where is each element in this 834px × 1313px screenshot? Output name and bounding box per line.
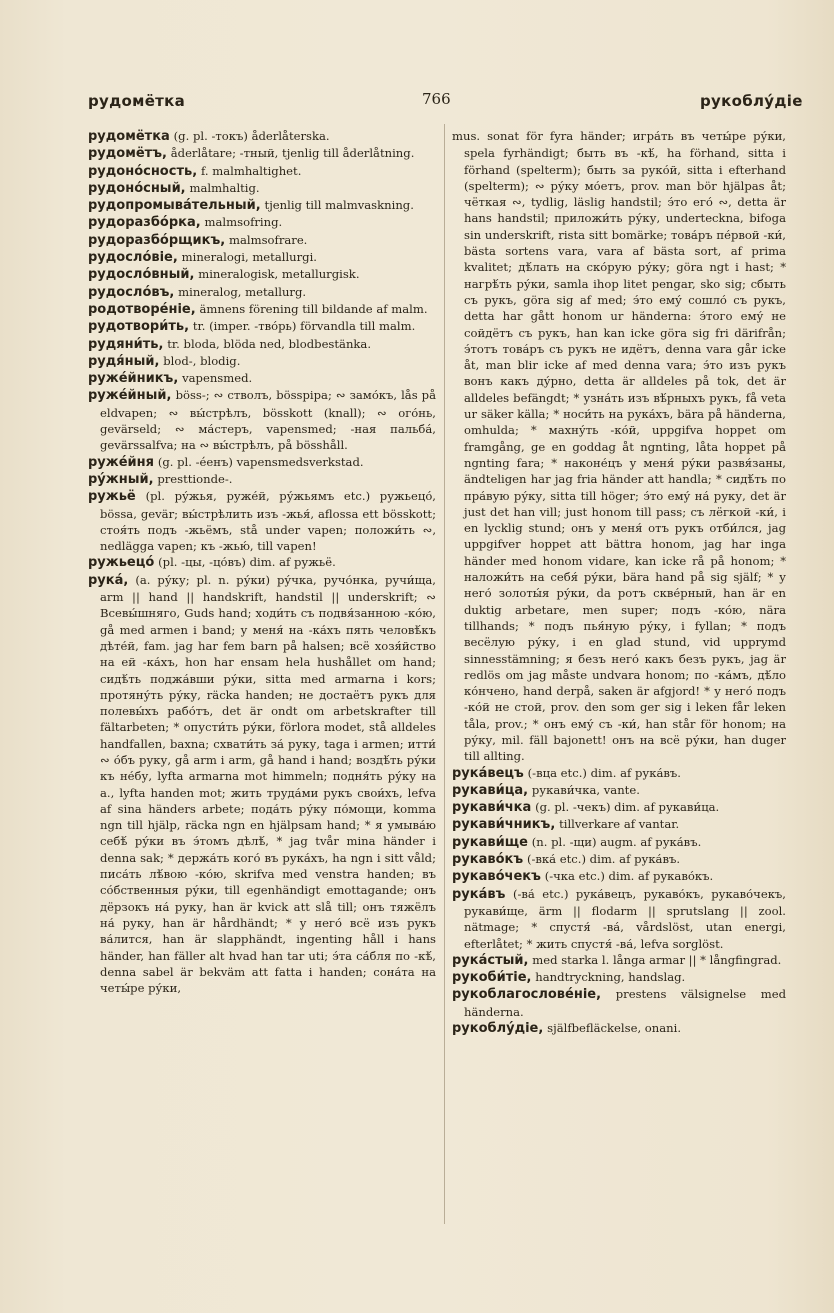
- entry-definition: mineralogi, metallurgi.: [181, 250, 317, 265]
- entry-definition: med starka l. långa armar || * långfingrad.: [532, 952, 782, 967]
- entry-definition: (-ва́ etc.) рука́вецъ, рукаво́къ, рукаво́чекъ, рукави́ще, ärm || flodarm || sprutslang || zool. nätmage; * спустя́ -ва́, vårdslöst, utan energi, efterlåtet; * жить спустя́ -ва́, lefva sorglöst.: [464, 886, 786, 951]
- entry-definition: (-вца etc.) dim. af рука́въ.: [527, 765, 681, 780]
- dictionary-entry: [452, 851, 786, 868]
- dictionary-entry: [452, 886, 786, 952]
- entry-headword: рудомётъ,: [88, 146, 167, 162]
- dictionary-entry: [88, 353, 436, 370]
- entry-definition: tr. bloda, blöda ned, blodbestänka.: [167, 336, 372, 351]
- dictionary-entry: [88, 145, 436, 162]
- dictionary-entry: [88, 454, 436, 471]
- entry-definition: (-вка́ etc.) dim. af рука́въ.: [526, 852, 681, 867]
- entry-definition: malmsofring.: [204, 215, 283, 230]
- dictionary-entry: [452, 969, 786, 986]
- entry-definition: prestens välsignelse med händerna.: [464, 987, 786, 1019]
- entry-headword: рукаво́къ: [452, 852, 524, 868]
- entry-headword: рудосло́въ,: [88, 284, 175, 300]
- entry-definition: malmsofrare.: [229, 232, 308, 247]
- entry-headword: рука́вецъ: [452, 765, 524, 781]
- column-divider: [444, 124, 445, 1224]
- dictionary-entry: [88, 249, 436, 266]
- left-guideword: рудомётка: [88, 92, 186, 110]
- dictionary-entry: [452, 834, 786, 851]
- dictionary-entry: [88, 214, 436, 231]
- dictionary-entry: [452, 1020, 786, 1037]
- entry-headword: рукоблагослове́ніе,: [452, 987, 602, 1003]
- entry-headword: рудосло́віе,: [88, 250, 178, 266]
- entry-definition: (g. pl. -токъ) åderlåterska.: [173, 129, 330, 143]
- dictionary-entry: [88, 554, 436, 571]
- entry-headword: рукаво́чекъ: [452, 869, 541, 885]
- page-number: 766: [422, 90, 451, 108]
- entry-headword: рудоно́сность,: [88, 163, 198, 179]
- entry-definition: ämnens förening till bildande af malm.: [199, 301, 428, 316]
- left-column: [88, 128, 436, 1218]
- entry-headword: рудоразбо́рщикъ,: [88, 232, 226, 248]
- entry-definition: tr. (imper. -тво́рь) förvandla till malm.: [192, 319, 416, 334]
- dictionary-entry: [452, 799, 786, 816]
- entry-headword: рудопромыва́тельный,: [88, 198, 261, 214]
- entry-headword: рудя́ный,: [88, 353, 160, 369]
- dictionary-entry: [452, 816, 786, 833]
- entry-headword: рудоно́сный,: [88, 180, 186, 196]
- dictionary-entry: [88, 318, 436, 335]
- entry-headword: рука́въ: [452, 886, 506, 902]
- entry-headword: рудосло́вный,: [88, 267, 195, 283]
- entry-definition: tjenlig till malmvaskning.: [264, 198, 414, 213]
- entry-definition: blod-, blodig.: [163, 353, 241, 368]
- entry-definition: f. malmhaltighet.: [200, 163, 302, 178]
- dictionary-entry: [452, 782, 786, 799]
- dictionary-entry: [88, 232, 436, 249]
- entry-headword: рукави́ще: [452, 834, 528, 850]
- entry-headword: рукави́чка: [452, 800, 532, 816]
- dictionary-entry: [452, 952, 786, 969]
- dictionary-entry: [88, 284, 436, 301]
- entry-definition: (g. pl. -чекъ) dim. af рукави́ца.: [535, 800, 720, 815]
- entry-definition: (-чка etc.) dim. af рукаво́къ.: [544, 869, 714, 884]
- dictionary-entry: [88, 572, 436, 997]
- entry-headword: ружьё: [88, 489, 136, 505]
- entry-definition: mineralog, metallurg.: [178, 284, 307, 299]
- right-column: [452, 128, 786, 1218]
- entry-definition: åderlåtare; -тный, tjenlig till åderlåtning.: [170, 146, 415, 161]
- entry-headword: ружьецо́: [88, 555, 155, 571]
- entry-headword: ру́жный,: [88, 471, 154, 487]
- entry-definition: mineralogisk, metallurgisk.: [198, 267, 360, 282]
- entry-headword: рука́стый,: [452, 952, 529, 968]
- entry-headword: рукоби́тіе,: [452, 970, 532, 986]
- entry-headword: рудяни́ть,: [88, 336, 164, 352]
- entry-definition: mus. sonat för fyra händer; игра́ть въ четы́ре ру́ки, spela fyrhändigt; быть въ -кѣ́, ha förhand, sitta i förhand (spelterm); быть за руко́й, sitta i efterhand (spelterm); ∾ ру́ку мо́етъ, prov. man bör hjälpas åt; чёткая ∾, tydlig, läslig handstil; э́то его́ ∾, detta är hans handstil; приложи́ть ру́ку, underteckna, bifoga sin underskrift, rista sitt bomärke; това́ръ пе́рвой -ки́, bästa sortens vara, vara af bästa sort, af prima kvalitet; дѣ́лать на ско́рую ру́ку; göra ngt i hast; * нагрѣ́ть ру́ки, samla ihop litet pengar, sko sig; сбыть съ рукъ, göra sig af med; э́то ему́ сошло́ съ рукъ, detta har gått honom ur händerna: э́того ему́ не сойдётъ съ рукъ, han kan icke göra sig fri därifrån; э́тотъ това́ръ съ рукъ не идётъ, denna vara går icke åt, man blir icke af med denna vara; э́то изъ рукъ вонъ какъ ду́рно, detta är alldeles på tok, det är alldeles befängdt; * узна́ть изъ вѣ́рныхъ рукъ, få veta ur säker källa; * носи́ть на рука́хъ, bära på händerna, omhulda; * махну́ть -ко́й, uppgifva hoppet om framgång, ge en goddag åt ngnting, låta hoppet på ngnting fara; * наконе́цъ у меня́ ру́ки развя́заны, ändteligen har jag fria händer att handla; * сидѣ́ть по пра́вую ру́ку, sitta till höger; э́то ему́ на́ руку, det är just det han vill; just honom till pass; съ лёгкой -ки́, i en lycklig stund; онъ у меня́ отъ рукъ отби́лся, jag uppgifver hoppet att bättra honom, jag har inga händer med honom vidare, kan icke rå på honom; * наложи́ть на себя́ ру́ки, bära hand på sig själf; * у него́ золоты́я ру́ки, da ротъ скве́рный, han är en duktig arbetare, men super; подъ -ко́ю, nära tillhands; * подъ пья́ную ру́ку, i fyllan; * подъ весёлую ру́ку, i en glad stund, vid upprymd sinnesstämning; я безъ него́ какъ безъ рукъ, jag är redlös om jag måste undvara honom; по -ка́мъ, дѣ́ло ко́нчено, hand derpå, saken är afgjord! * у него́ подъ -ко́й не стой, prov. den som ger sig i leken får leken tåla, prov.; * онъ ему́ съ -ки́, han står för honom; на ру́ку, mil. fäll bajonett! онъ на всё ру́ки, han duger till allting.: [452, 129, 786, 764]
- entry-definition: (n. pl. -щи) augm. af рука́въ.: [531, 834, 702, 849]
- entry-definition: presttionde-.: [157, 471, 233, 486]
- dictionary-entry: [88, 180, 436, 197]
- dictionary-entry: [88, 163, 436, 180]
- entry-headword: рукави́ца,: [452, 782, 529, 798]
- entry-definition: vapensmed.: [182, 371, 253, 386]
- dictionary-entry: [88, 471, 436, 488]
- dictionary-entry: [88, 370, 436, 387]
- entry-definition: рукави́чка, vante.: [531, 782, 640, 797]
- entry-definition: böss-; ∾ стволъ, bösspipa; ∾ замо́къ, lås på eldvapen; ∾ вы́стрѣлъ, bösskott (knall); ∾ ого́нь, gevärseld; ∾ ма́стеръ, vapensmed; -ная пальба́, gevärssalfva; на ∾ вы́стрѣлъ, på bösshåll.: [100, 388, 436, 453]
- entry-definition: (g. pl. -éенъ) vapensmedsverkstad.: [157, 454, 364, 469]
- dictionary-entry: [88, 336, 436, 353]
- entry-headword: рукави́чникъ,: [452, 817, 556, 833]
- entry-headword: рука́,: [88, 572, 129, 588]
- entry-definition: (pl. ру́жья, руже́й, ру́жьямъ etc.) ружьецо́, bössa, gevär; вы́стрѣлить изъ -жья́, aflossa ett bösskott; стоя́ть подъ -жьёмъ, stå under vapen; положи́ть ∾, nedlägga vapen; къ -жью́, till vapen!: [100, 489, 436, 554]
- entry-definition: malmhaltig.: [189, 180, 260, 195]
- dictionary-entry: [88, 387, 436, 453]
- entry-definition: handtryckning, handslag.: [535, 970, 686, 985]
- dictionary-entry: [452, 765, 786, 782]
- entry-definition: (pl. -цы, -цо́въ) dim. af ружьё.: [158, 555, 336, 570]
- entry-headword: руже́йня: [88, 454, 154, 470]
- entry-definition: själfbefläckelse, onani.: [547, 1021, 682, 1036]
- dictionary-entry: [452, 986, 786, 1020]
- dictionary-entry: [452, 868, 786, 885]
- dictionary-entry: [88, 197, 436, 214]
- entry-headword: руже́йный,: [88, 388, 172, 404]
- entry-headword: родотворе́ніе,: [88, 301, 196, 317]
- entry-headword: рудоразбо́рка,: [88, 215, 201, 231]
- dictionary-entry: [88, 128, 436, 145]
- dictionary-entry: [88, 488, 436, 554]
- entry-definition: tillverkare af vantar.: [559, 817, 680, 832]
- entry-headword: рудотвори́ть,: [88, 319, 190, 335]
- right-guideword: рукоблу́діе: [700, 92, 803, 110]
- entry-headword: рудомётка: [88, 129, 170, 144]
- entry-headword: рукоблу́діе,: [452, 1021, 544, 1037]
- dictionary-entry: [88, 301, 436, 318]
- dictionary-entry: [88, 266, 436, 283]
- entry-definition: (a. ру́ку; pl. n. ру́ки) ру́чка, ручо́нка, ручи́ща, arm || hand || handskrift, handstil || underskrift; ∾ Всевы́шняго, Guds hand; ходи́ть съ подвя́занною -ко́ю, gå med armen i band; у меня́ на -ка́хъ пять человѣ́къ дѣте́й, fam. jag har fem barn på halsen; всё хозя́йство на ей -ка́хъ, hon har ensam hela hushållet om hand; сидѣ́ть поджа́вши ру́ки, sitta med armarna i kors; протяну́ть ру́ку, räcka handen; не достаётъ рукъ для полевы́хъ рабо́тъ, det är ondt om arbetskrafter till fältarbeten; * опусти́ть ру́ки, förlora modet, stå alldeles handfallen, baxna; схвати́ть за́ руку, taga i armen; итти́ ∾ о́бъ руку, gå arm i arm, gå hand i hand; воздѣ́ть ру́ки къ не́бу, lyfta armarna mot himmeln; подня́ть ру́ку на a., lyfta handen mot; жить труда́ми рукъ свои́хъ, lefva af sina händers arbete; пода́ть ру́ку по́мощи, komma ngn till hjälp, räcka ngn en hjälpsam hand; * я умыва́ю себѣ́ ру́ки въ э́томъ дѣлѣ́, * jag tvår mina händer i denna sak; * держа́ть кого́ въ рука́хъ, ha ngn i sitt våld; писа́ть лѣ́вою -ко́ю, skrifva med venstra handen; въ со́бственныя ру́ки, till egenhändigt emottagande; онъ дёрзокъ на́ руку, han är kvick att slå till; онъ тяжёлъ на́ руку, han är hårdhändt; * у него́ всё изъ рукъ ва́лится, han är slapphändt, ingenting håll i hans händer, han fäller alt hvad han tar uti; э́та са́бля по -кѣ́, denna sabel är bekväm att fatta i handen; сона́та на четы́ре ру́ки,: [100, 572, 436, 996]
- entry-headword: руже́йникъ,: [88, 371, 179, 387]
- dictionary-entry: [452, 128, 786, 765]
